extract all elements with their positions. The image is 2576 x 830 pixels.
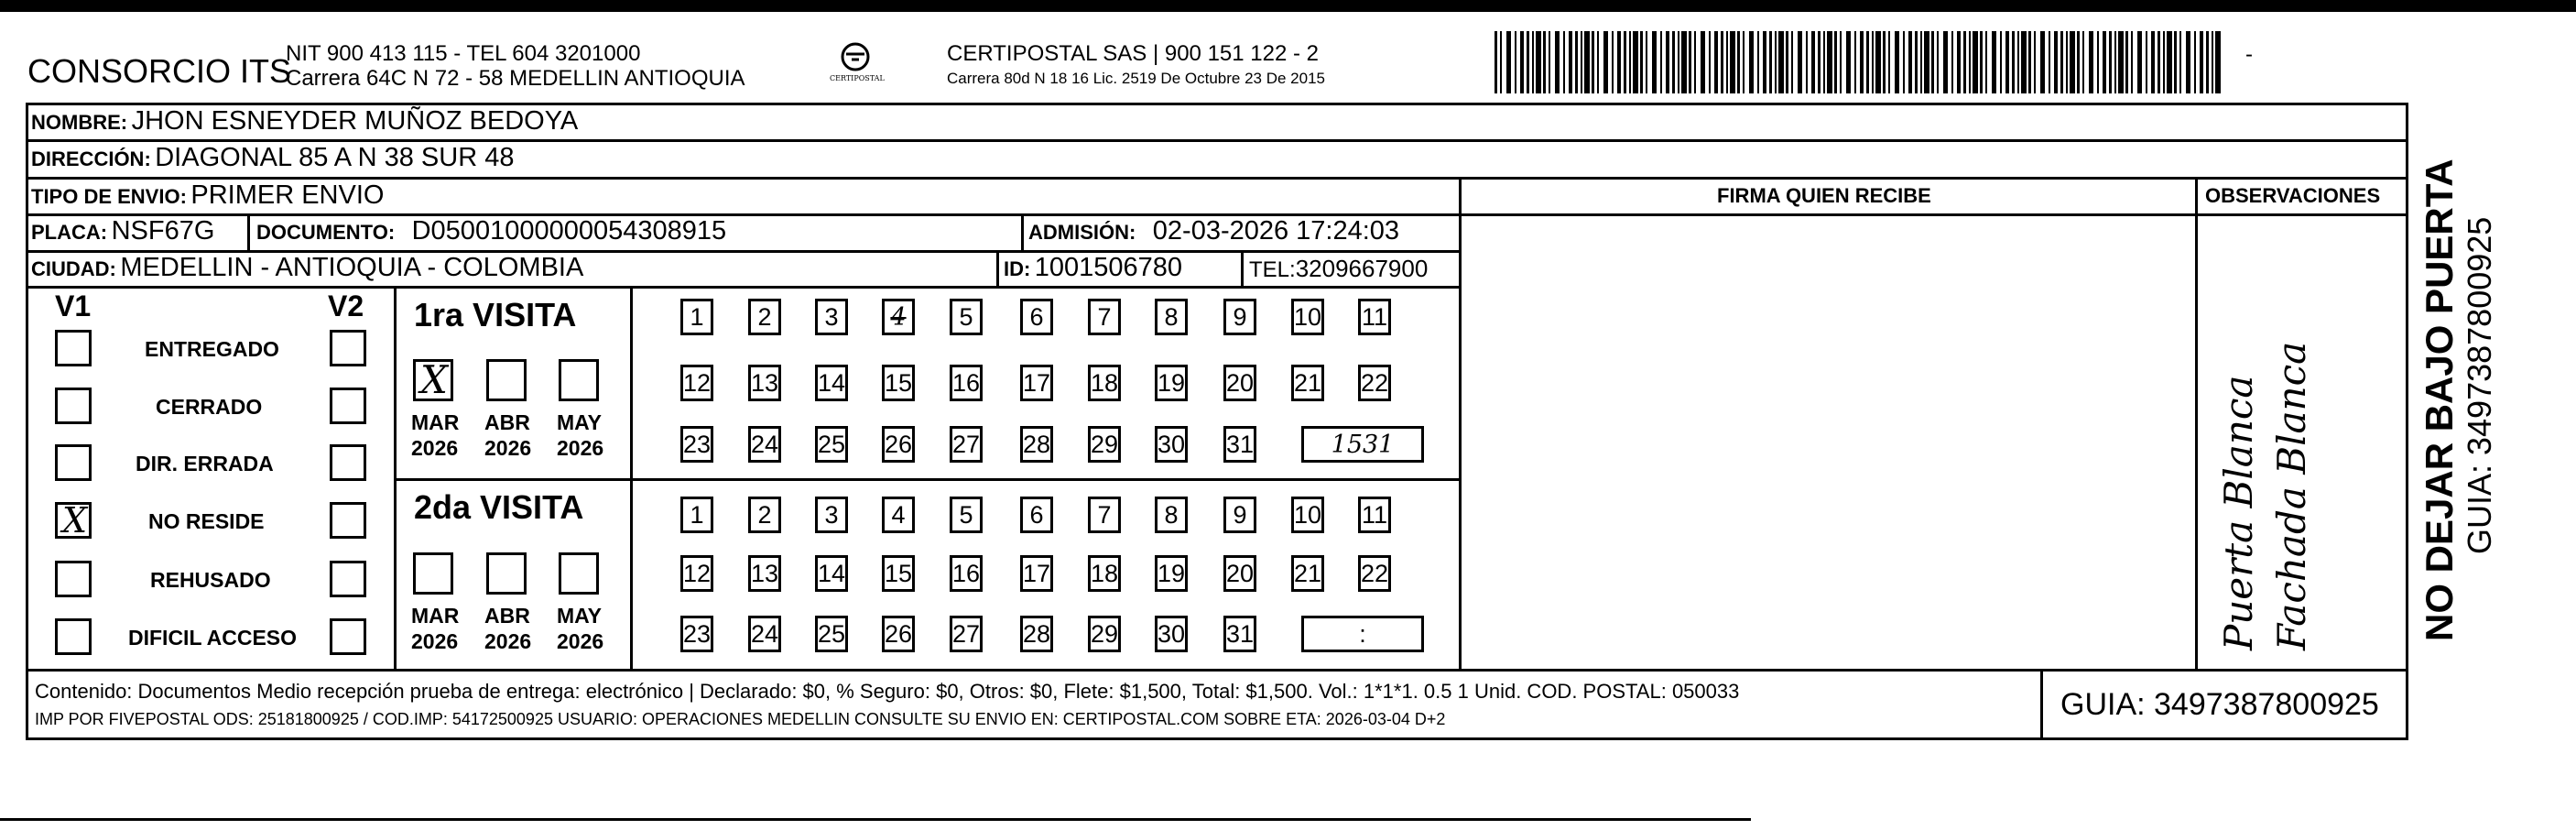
v1-check-mark: X bbox=[62, 500, 88, 541]
barcode-bar bbox=[1597, 31, 1599, 93]
barcode-bar bbox=[2179, 31, 2181, 93]
placa-value: NSF67G bbox=[111, 216, 215, 246]
admision-label: ADMISIÓN: bbox=[1028, 221, 1136, 244]
barcode-bar bbox=[2163, 31, 2165, 93]
v1-header: V1 bbox=[55, 289, 92, 322]
tipo-envio-field bbox=[31, 182, 384, 209]
visita2-day-box: 23 bbox=[680, 616, 713, 652]
barcode-bar bbox=[1883, 31, 1886, 93]
barcode-bar bbox=[1957, 31, 1961, 93]
observaciones-header: OBSERVACIONES bbox=[2205, 184, 2381, 207]
visita2-day-box: 7 bbox=[1088, 497, 1121, 533]
barcode-bar bbox=[1895, 31, 1899, 93]
visita1-day-box: 7 bbox=[1088, 299, 1121, 335]
visita2-day-box: 15 bbox=[882, 555, 915, 592]
visita1-day-box: 21 bbox=[1291, 365, 1324, 401]
visita1-day-box: 9 bbox=[1223, 299, 1256, 335]
visita1-day-box: 4 bbox=[882, 299, 915, 335]
barcode-bar bbox=[1834, 31, 1837, 93]
barcode-bar bbox=[2028, 31, 2031, 93]
visita1-day-box: 31 bbox=[1223, 426, 1256, 463]
barcode-bar bbox=[2077, 31, 2080, 93]
v2-checkbox bbox=[330, 444, 366, 481]
id-label: ID: bbox=[1004, 257, 1031, 280]
barcode-bar bbox=[1681, 31, 1687, 93]
visita2-day-box: 3 bbox=[815, 497, 848, 533]
visita1-month-year: 2026 bbox=[411, 436, 459, 460]
visita1-month-box bbox=[486, 359, 527, 401]
ciudad-label: CIUDAD: bbox=[31, 257, 116, 280]
barcode-bar bbox=[1775, 31, 1777, 93]
barcode-bar bbox=[2146, 31, 2147, 93]
visita1-month-year: 2026 bbox=[557, 436, 604, 460]
barcode-bar bbox=[1543, 31, 1546, 93]
causal-label: NO RESIDE bbox=[148, 509, 265, 533]
barcode-bar bbox=[1985, 31, 1987, 93]
carrier-license: Carrera 80d N 18 16 Lic. 2519 De Octubre 23 De 2015 bbox=[947, 70, 1325, 87]
v1-checkbox bbox=[55, 561, 92, 597]
barcode-bar bbox=[1612, 31, 1614, 93]
barcode-bar bbox=[1563, 31, 1565, 93]
visita1-month-mark: X bbox=[420, 357, 448, 402]
barcode-bar bbox=[2049, 31, 2050, 93]
visita2-day-box: 4 bbox=[882, 497, 915, 533]
barcode-bar bbox=[2040, 31, 2045, 93]
barcode-bar bbox=[1603, 31, 1608, 93]
barcode-bar bbox=[2118, 31, 2124, 93]
barcode-bar bbox=[1652, 31, 1657, 93]
handwriting-line-2: Fachada Blanca bbox=[2269, 341, 2314, 650]
barcode-bar bbox=[1903, 31, 1905, 93]
v1-checkbox bbox=[55, 618, 92, 655]
v2-header: V2 bbox=[328, 289, 364, 322]
causal-label: DIR. ERRADA bbox=[136, 452, 274, 475]
barcode-bar bbox=[2212, 31, 2213, 93]
barcode-bar bbox=[2060, 31, 2063, 93]
barcode-bar bbox=[1860, 31, 1864, 93]
visita1-day-box: 10 bbox=[1291, 299, 1324, 335]
barcode-bar bbox=[1555, 31, 1560, 93]
barcode-bar bbox=[1666, 31, 1669, 93]
visita2-day-box: 16 bbox=[950, 555, 983, 592]
footer-line-1: Contenido: Documentos Medio recepción prueba de entrega: electrónico | Declarado: $0, % Seguro: $0, Otros: $0, Flete: $1,500, Total: $1,500. Vol.: 1*1*1. 0.5 1 Unid. COD. POSTAL: 050033 bbox=[35, 680, 1740, 703]
direccion-field bbox=[31, 145, 514, 171]
barcode-bar bbox=[1827, 31, 1832, 93]
visita1-day-box: 13 bbox=[748, 365, 781, 401]
documento-value: D05001000000054308915 bbox=[411, 216, 727, 246]
visita1-day-box: 25 bbox=[815, 426, 848, 463]
barcode-bar bbox=[1581, 31, 1582, 93]
barcode-bar bbox=[2021, 31, 2027, 93]
v1-checkbox bbox=[55, 388, 92, 424]
barcode-bar bbox=[1823, 31, 1825, 93]
sender-name: CONSORCIO ITS bbox=[27, 52, 292, 90]
barcode-bar bbox=[2114, 31, 2116, 93]
sender-nit: NIT 900 413 115 - TEL 604 3201000 bbox=[286, 41, 641, 66]
logo-mark-icon bbox=[828, 38, 883, 95]
visita2-day-box: 12 bbox=[680, 555, 713, 592]
visita2-day-box: 1 bbox=[680, 497, 713, 533]
placa-field bbox=[31, 218, 214, 245]
visita1-day-box: 11 bbox=[1358, 299, 1391, 335]
v2-checkbox bbox=[330, 330, 366, 366]
visita1-day-box: 17 bbox=[1020, 365, 1053, 401]
visita2-day-box: 14 bbox=[815, 555, 848, 592]
visita2-day-box: 5 bbox=[950, 497, 983, 533]
visita1-day-box: 8 bbox=[1155, 299, 1188, 335]
barcode-bar bbox=[1951, 31, 1953, 93]
direccion-value: DIAGONAL 85 A N 38 SUR 48 bbox=[155, 143, 515, 172]
barcode-bar bbox=[1943, 31, 1948, 93]
barcode-bar bbox=[1875, 31, 1881, 93]
visita2-day-box: 22 bbox=[1358, 555, 1391, 592]
ciudad-value: MEDELLIN - ANTIOQUIA - COLOMBIA bbox=[120, 253, 584, 282]
barcode-bar bbox=[1515, 31, 1516, 93]
barcode-bar bbox=[2012, 31, 2015, 93]
barcode-bar bbox=[1992, 31, 1996, 93]
barcode-bar bbox=[2103, 31, 2106, 93]
barcode-bar bbox=[2109, 31, 2112, 93]
barcode-bar bbox=[2000, 31, 2002, 93]
visita1-day-box: 14 bbox=[815, 365, 848, 401]
barcode-bar bbox=[1980, 31, 1983, 93]
visita1-day-box: 6 bbox=[1020, 299, 1053, 335]
v1-checkbox bbox=[55, 444, 92, 481]
visita2-day-box: 8 bbox=[1155, 497, 1188, 533]
visita2-month-year: 2026 bbox=[484, 629, 532, 653]
visita2-month-box bbox=[486, 552, 527, 595]
barcode-bar bbox=[1532, 31, 1534, 93]
barcode-bar bbox=[1778, 31, 1784, 93]
causal-label: DIFICIL ACCESO bbox=[128, 626, 298, 650]
documento-label: DOCUMENTO: bbox=[256, 221, 396, 244]
admision-field bbox=[1028, 218, 1399, 245]
documento-field bbox=[256, 218, 726, 245]
barcode-bar bbox=[1633, 31, 1638, 93]
barcode-bar bbox=[2186, 31, 2190, 93]
visita2-day-box: 13 bbox=[748, 555, 781, 592]
visita2-day-box: 18 bbox=[1088, 555, 1121, 592]
visita1-month-name: ABR bbox=[484, 410, 530, 434]
visita2-day-box: 19 bbox=[1155, 555, 1188, 592]
barcode-bar bbox=[1646, 31, 1647, 93]
barcode-bar bbox=[1721, 31, 1723, 93]
barcode-bar bbox=[1854, 31, 1856, 93]
barcode-bar bbox=[1866, 31, 1869, 93]
barcode-bar bbox=[1915, 31, 1918, 93]
visita2-day-box: 6 bbox=[1020, 497, 1053, 533]
barcode-bar bbox=[2158, 31, 2160, 93]
id-field bbox=[1004, 255, 1182, 281]
barcode-bar bbox=[2167, 31, 2172, 93]
barcode-bar bbox=[1569, 31, 1572, 93]
barcode-bar bbox=[2082, 31, 2084, 93]
carrier-name: CERTIPOSTAL SAS | 900 151 122 - 2 bbox=[947, 41, 1319, 66]
visita1-day-box: 12 bbox=[680, 365, 713, 401]
barcode-bar bbox=[2194, 31, 2196, 93]
tipo-envio-value: PRIMER ENVIO bbox=[190, 180, 385, 210]
visita2-title: 2da VISITA bbox=[414, 488, 584, 526]
visita1-day-box: 27 bbox=[950, 426, 983, 463]
barcode-bar bbox=[2054, 31, 2058, 93]
barcode-bar bbox=[1798, 31, 1802, 93]
causal-label: ENTREGADO bbox=[145, 337, 279, 361]
barcode-bar bbox=[1969, 31, 1971, 93]
barcode-bar bbox=[1730, 31, 1735, 93]
barcode-bar bbox=[1811, 31, 1815, 93]
barcode bbox=[1495, 31, 2227, 93]
visita1-day-box: 23 bbox=[680, 426, 713, 463]
barcode-bar bbox=[1973, 31, 1978, 93]
visita1-day-box: 26 bbox=[882, 426, 915, 463]
visita1-month-name: MAY bbox=[557, 410, 602, 434]
visita2-day-box: 11 bbox=[1358, 497, 1391, 533]
v2-checkbox bbox=[330, 618, 366, 655]
barcode-bar bbox=[1920, 31, 1922, 93]
barcode-bar bbox=[1506, 31, 1511, 93]
nombre-value: JHON ESNEYDER MUÑOZ BEDOYA bbox=[131, 106, 579, 136]
side-guia: GUIA: 3497387800925 bbox=[2461, 216, 2498, 554]
barcode-bar bbox=[1937, 31, 1939, 93]
barcode-bar bbox=[1749, 31, 1754, 93]
v2-checkbox bbox=[330, 502, 366, 539]
visita2-month-box bbox=[559, 552, 599, 595]
visita1-day-box: 19 bbox=[1155, 365, 1188, 401]
visita1-day-box: 2 bbox=[748, 299, 781, 335]
visita2-month-year: 2026 bbox=[557, 629, 604, 653]
barcode-bar bbox=[2200, 31, 2203, 93]
barcode-bar bbox=[2089, 31, 2093, 93]
barcode-bar bbox=[1678, 31, 1679, 93]
visita1-day-box: 16 bbox=[950, 365, 983, 401]
visita1-title: 1ra VISITA bbox=[414, 296, 577, 333]
v2-checkbox bbox=[330, 561, 366, 597]
nombre-label: NOMBRE: bbox=[31, 111, 128, 134]
barcode-bar bbox=[1908, 31, 1912, 93]
top-border bbox=[0, 0, 2576, 12]
visita2-day-box: 17 bbox=[1020, 555, 1053, 592]
visita2-day-box: 28 bbox=[1020, 616, 1053, 652]
barcode-bar bbox=[2215, 31, 2221, 93]
id-value: 1001506780 bbox=[1034, 253, 1183, 282]
barcode-bar bbox=[2131, 31, 2133, 93]
barcode-bar bbox=[1888, 31, 1890, 93]
barcode-bar bbox=[1726, 31, 1728, 93]
barcode-bar bbox=[2070, 31, 2075, 93]
placa-label: PLACA: bbox=[31, 221, 108, 244]
visita2-month-year: 2026 bbox=[411, 629, 459, 653]
visita1-day-box: 30 bbox=[1155, 426, 1188, 463]
barcode-bar bbox=[1791, 31, 1793, 93]
barcode-bar bbox=[1806, 31, 1808, 93]
barcode-bar bbox=[1549, 31, 1550, 93]
visita1-month-box bbox=[559, 359, 599, 401]
barcode-bar bbox=[1527, 31, 1529, 93]
barcode-bar bbox=[2066, 31, 2068, 93]
barcode-bar bbox=[1709, 31, 1711, 93]
visita2-day-box: 26 bbox=[882, 616, 915, 652]
visita2-day-box: 9 bbox=[1223, 497, 1256, 533]
causal-label: REHUSADO bbox=[150, 568, 271, 592]
barcode-bar bbox=[2137, 31, 2142, 93]
visita1-day-box: 29 bbox=[1088, 426, 1121, 463]
firma-header: FIRMA QUIEN RECIBE bbox=[1717, 184, 1931, 207]
visita2-day-box: 2 bbox=[748, 497, 781, 533]
barcode-bar bbox=[1743, 31, 1745, 93]
visita2-day-box: 20 bbox=[1223, 555, 1256, 592]
handwriting-line-1: Puerta Blanca bbox=[2216, 375, 2261, 650]
barcode-bar bbox=[1629, 31, 1631, 93]
barcode-bar bbox=[1786, 31, 1788, 93]
ciudad-field bbox=[31, 255, 583, 281]
barcode-bar bbox=[1672, 31, 1675, 93]
bottom-rule bbox=[0, 818, 1751, 821]
barcode-bar bbox=[2174, 31, 2177, 93]
barcode-bar bbox=[2005, 31, 2009, 93]
barcode-bar bbox=[2017, 31, 2019, 93]
certipostal-logo bbox=[828, 38, 883, 95]
barcode-bar bbox=[1963, 31, 1966, 93]
barcode-bar bbox=[1694, 31, 1696, 93]
nombre-field bbox=[31, 108, 578, 135]
tel-value: 3209667900 bbox=[1295, 255, 1429, 282]
footer-line-2: IMP POR FIVEPOSTAL ODS: 25181800925 / COD.IMP: 54172500925 USUARIO: OPERACIONES MEDELLIN CONSULTE SU ENVIO EN: CERTIPOSTAL.COM SOBRE ETA: 2026-03-04 D+2 bbox=[35, 710, 1446, 728]
visita1-month-name: MAR bbox=[411, 410, 460, 434]
admision-value: 02-03-2026 17:24:03 bbox=[1152, 216, 1400, 246]
visita2-day-box: 27 bbox=[950, 616, 983, 652]
barcode-bar bbox=[1701, 31, 1705, 93]
barcode-bar bbox=[2151, 31, 2155, 93]
tel-label: TEL: bbox=[1249, 257, 1296, 282]
barcode-bar bbox=[1500, 31, 1502, 93]
barcode-bar bbox=[1714, 31, 1718, 93]
barcode-bar bbox=[1575, 31, 1578, 93]
barcode-bar bbox=[1931, 31, 1934, 93]
visita1-day-box: 15 bbox=[882, 365, 915, 401]
barcode-bar bbox=[1818, 31, 1821, 93]
barcode-bar bbox=[1584, 31, 1590, 93]
visita2-day-box: 25 bbox=[815, 616, 848, 652]
barcode-bar bbox=[1689, 31, 1691, 93]
barcode-bar bbox=[1592, 31, 1594, 93]
barcode-bar bbox=[1872, 31, 1874, 93]
visita1-month-year: 2026 bbox=[484, 436, 532, 460]
visita2-day-box: 31 bbox=[1223, 616, 1256, 652]
v2-checkbox bbox=[330, 388, 366, 424]
visita2-month-name: MAY bbox=[557, 604, 602, 628]
sender-address: Carrera 64C N 72 - 58 MEDELLIN ANTIOQUIA bbox=[286, 66, 745, 91]
barcode-bar bbox=[1640, 31, 1643, 93]
barcode-bar bbox=[1660, 31, 1662, 93]
visita2-month-box bbox=[413, 552, 453, 595]
logo-text: CERTIPOSTAL bbox=[830, 74, 885, 82]
direccion-label: DIRECCIÓN: bbox=[31, 147, 151, 170]
visita2-day-box: 24 bbox=[748, 616, 781, 652]
visita1-time-box: 1531 bbox=[1301, 426, 1424, 463]
barcode-dash: - bbox=[2245, 42, 2253, 67]
visita2-time-box: : bbox=[1301, 616, 1424, 652]
visita2-day-box: 21 bbox=[1291, 555, 1324, 592]
barcode-bar bbox=[1769, 31, 1772, 93]
barcode-bar bbox=[2125, 31, 2128, 93]
causal-label: CERRADO bbox=[156, 395, 263, 419]
barcode-bar bbox=[1757, 31, 1759, 93]
visita1-day-box: 1 bbox=[680, 299, 713, 335]
visita1-day-box: 22 bbox=[1358, 365, 1391, 401]
barcode-bar bbox=[1737, 31, 1740, 93]
visita2-day-box: 30 bbox=[1155, 616, 1188, 652]
barcode-bar bbox=[2206, 31, 2209, 93]
visita1-day-box: 24 bbox=[748, 426, 781, 463]
barcode-bar bbox=[1536, 31, 1541, 93]
tel-field bbox=[1249, 257, 1428, 281]
tipo-envio-label: TIPO DE ENVIO: bbox=[31, 185, 187, 208]
barcode-bar bbox=[1617, 31, 1621, 93]
visita1-day-box: 20 bbox=[1223, 365, 1256, 401]
visita1-day-box: 3 bbox=[815, 299, 848, 335]
visita2-day-box: 29 bbox=[1088, 616, 1121, 652]
barcode-bar bbox=[1763, 31, 1766, 93]
visita2-day-box: 10 bbox=[1291, 497, 1324, 533]
barcode-bar bbox=[1846, 31, 1851, 93]
visita2-month-name: ABR bbox=[484, 604, 530, 628]
footer-guia: GUIA: 3497387800925 bbox=[2060, 687, 2379, 722]
barcode-bar bbox=[1495, 31, 1497, 93]
barcode-bar bbox=[1624, 31, 1626, 93]
visita1-day-box: 5 bbox=[950, 299, 983, 335]
visita2-month-name: MAR bbox=[411, 604, 460, 628]
visita1-day-box: 18 bbox=[1088, 365, 1121, 401]
side-title: NO DEJAR BAJO PUERTA bbox=[2418, 158, 2461, 641]
barcode-bar bbox=[2034, 31, 2036, 93]
barcode-bar bbox=[1520, 31, 1524, 93]
barcode-bar bbox=[1924, 31, 1929, 93]
visita1-day-box: 28 bbox=[1020, 426, 1053, 463]
barcode-bar bbox=[1840, 31, 1842, 93]
barcode-bar bbox=[2097, 31, 2099, 93]
v1-checkbox bbox=[55, 330, 92, 366]
